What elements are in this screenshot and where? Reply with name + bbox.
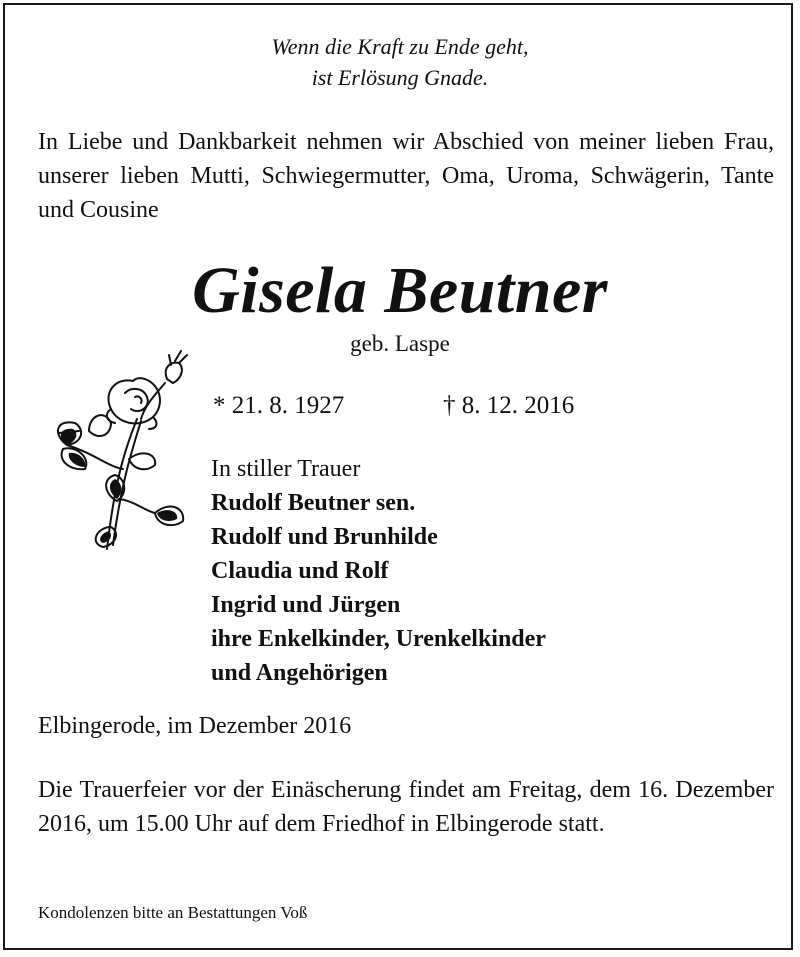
birth-date: * 21. 8. 1927 bbox=[213, 392, 345, 419]
mourner-line: und Angehörigen bbox=[211, 660, 388, 686]
condolences-note: Kondolenzen bitte an Bestattungen Voß bbox=[38, 903, 308, 922]
mourners-lead: In stiller Trauer bbox=[211, 456, 361, 482]
mourner-line: Rudolf und Brunhilde bbox=[211, 524, 438, 550]
motto-line-2: ist Erlösung Gnade. bbox=[311, 65, 489, 90]
motto-line-1: Wenn die Kraft zu Ende geht, bbox=[271, 34, 529, 59]
death-date: † 8. 12. 2016 bbox=[443, 392, 575, 419]
obituary-notice bbox=[3, 3, 793, 950]
mourner-line: Ingrid und Jürgen bbox=[211, 592, 401, 618]
place-and-date: Elbingerode, im Dezember 2016 bbox=[38, 713, 352, 739]
deceased-name: Gisela Beutner bbox=[192, 254, 608, 327]
intro-text: In Liebe und Dankbarkeit nehmen wir Abschied von meiner lieben Frau, unserer lieben Mutti, Schwiegermutter, Oma, Uroma, Schwägerin, Tante und Cousine bbox=[38, 129, 774, 223]
mourner-line: ihre Enkelkinder, Urenkelkinder bbox=[211, 626, 546, 652]
funeral-info: Die Trauerfeier vor der Einäscherung findet am Freitag, dem 16. Dezember 2016, um 15.00 Uhr auf dem Friedhof in Elbingerode statt. bbox=[38, 777, 774, 837]
mourner-line: Rudolf Beutner sen. bbox=[211, 490, 416, 516]
mourner-line: Claudia und Rolf bbox=[211, 558, 389, 584]
rose-icon bbox=[45, 349, 205, 554]
maiden-name: geb. Laspe bbox=[350, 331, 450, 356]
mourners-block bbox=[211, 452, 546, 690]
motto bbox=[5, 31, 795, 93]
